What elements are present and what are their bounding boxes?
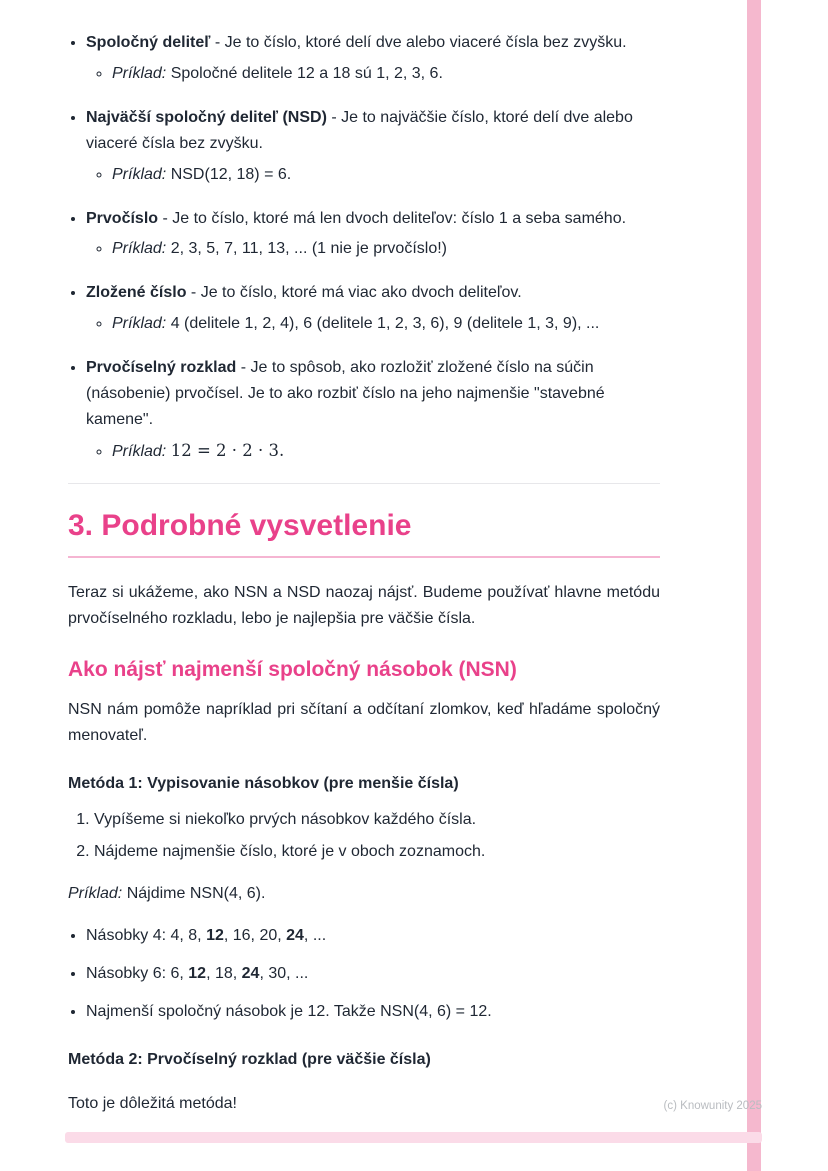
next-page-edge-band xyxy=(65,1132,762,1143)
example-item xyxy=(112,61,660,87)
method1-steps-list xyxy=(68,807,660,865)
multiples-text: , ... xyxy=(303,926,327,944)
nsn-intro: NSN nám pomôže napríklad pri sčítaní a odčítaní zlomkov, keď hľadáme spoločný menovateľ. xyxy=(68,700,660,744)
example-list xyxy=(86,438,660,465)
step-text: Vypíšeme si niekoľko prvých násobkov každého čísla. xyxy=(94,811,477,829)
section-intro: Teraz si ukážeme, ako NSN a NSD naozaj nájsť. Budeme používať hlavne metódu prvočíselného rozkladu, lebo je najlepšia pre väčšie čísla. xyxy=(68,583,660,627)
definition-text: - Je to najväčšie číslo, ktoré delí dve alebo viaceré čísla bez zvyšku. xyxy=(86,108,633,152)
multiples-text: Násobky 6: 6, xyxy=(86,964,189,982)
definition-term: Spoločný deliteľ xyxy=(86,34,211,51)
definition-text: - Je to číslo, ktoré delí dve alebo viaceré čísla bez zvyšku. xyxy=(214,34,627,51)
multiples-text: , 18, xyxy=(206,964,242,982)
example-item xyxy=(112,311,660,337)
definition-term: Prvočíslo xyxy=(86,209,159,227)
multiples-list xyxy=(68,923,660,1025)
multiples-text: , 16, 20, xyxy=(223,926,287,944)
method2-heading: Metóda 2: Prvočíselný rozklad (pre väčšie čísla) xyxy=(68,1050,431,1068)
nsn-example-paragraph xyxy=(68,881,660,907)
definition-term: Najväčší spoločný deliteľ (NSD) xyxy=(86,108,327,126)
definition-text: - Je to číslo, ktoré má len dvoch deliteľov: číslo 1 a seba samého. xyxy=(162,209,627,227)
page-edge-stripe xyxy=(747,0,761,1171)
spacer xyxy=(68,1083,660,1091)
multiples-text: Násobky 4: 4, 8, xyxy=(86,926,207,944)
example-label: Príklad: xyxy=(112,442,167,460)
definition-item-spolocny-delitel xyxy=(86,30,660,87)
example-text: Nájdime NSN(4, 6). xyxy=(126,884,266,902)
example-label: Príklad: xyxy=(112,64,167,82)
definition-term: Prvočíselný rozklad xyxy=(86,359,237,377)
nsn-result-item xyxy=(86,999,660,1025)
example-item xyxy=(112,438,660,465)
result-text: Najmenší spoločný násobok je 12. Takže NSN(4, 6) = 12. xyxy=(86,1002,492,1020)
definition-item-prvocislo xyxy=(86,206,660,263)
multiples-of-4-item xyxy=(86,923,660,949)
step-item xyxy=(94,839,660,865)
example-item xyxy=(112,162,660,188)
method1-heading: Metóda 1: Vypisovanie násobkov (pre menšie čísla) xyxy=(68,774,459,792)
method2-note: Toto je dôležitá metóda! xyxy=(68,1094,237,1112)
example-text: 4 (delitele 1, 2, 4), 6 (delitele 1, 2, 3, 6), 9 (delitele 1, 3, 9), ... xyxy=(170,315,600,333)
example-label: Príklad: xyxy=(112,315,167,333)
definitions-list xyxy=(68,30,660,465)
example-list xyxy=(86,61,660,87)
example-math-text: 12 = 2 · 2 · 3. xyxy=(170,440,285,460)
common-multiple: 12 xyxy=(188,964,207,982)
subsection-title-nsn: Ako nájsť najmenší spoločný násobok (NSN) xyxy=(68,657,517,681)
section-title-wrap xyxy=(68,508,660,558)
section-divider xyxy=(68,483,660,484)
definition-item-prvociselny-rozklad xyxy=(86,355,660,465)
definition-text: - Je to číslo, ktoré má viac ako dvoch deliteľov. xyxy=(190,284,522,302)
definition-item-nsd xyxy=(86,105,660,188)
step-text: Nájdeme najmenšie číslo, ktoré je v oboch zoznamoch. xyxy=(94,843,486,860)
copyright-notice: (c) Knowunity 2025 xyxy=(663,1100,762,1112)
common-multiple: 12 xyxy=(206,926,224,944)
section-title: 3. Podrobné vysvetlenie xyxy=(68,508,412,542)
document-content xyxy=(68,30,660,1141)
multiples-text: , 30, ... xyxy=(259,964,309,982)
common-multiple: 24 xyxy=(241,964,260,982)
step-item xyxy=(94,807,660,833)
example-list xyxy=(86,162,660,188)
example-text: Spoločné delitele 12 a 18 sú 1, 2, 3, 6. xyxy=(170,64,443,82)
spacer xyxy=(68,1041,660,1049)
example-text: 2, 3, 5, 7, 11, 13, ... (1 nie je prvočíslo!) xyxy=(170,240,447,258)
example-label: Príklad: xyxy=(112,165,167,183)
example-label: Príklad: xyxy=(112,240,167,258)
example-list xyxy=(86,311,660,337)
common-multiple: 24 xyxy=(286,926,304,944)
example-label: Príklad: xyxy=(68,884,123,902)
multiples-of-6-item xyxy=(86,961,660,987)
example-item xyxy=(112,236,660,262)
example-list xyxy=(86,236,660,262)
definition-term: Zložené číslo xyxy=(86,284,187,302)
example-text: NSD(12, 18) = 6. xyxy=(170,165,292,183)
definition-text: - Je to spôsob, ako rozložiť zložené číslo na súčin (násobenie) prvočísel. Je to ako rozbiť číslo na jeho najmenšie "stavebné kamene". xyxy=(86,359,605,428)
definition-item-zlozene-cislo xyxy=(86,280,660,337)
